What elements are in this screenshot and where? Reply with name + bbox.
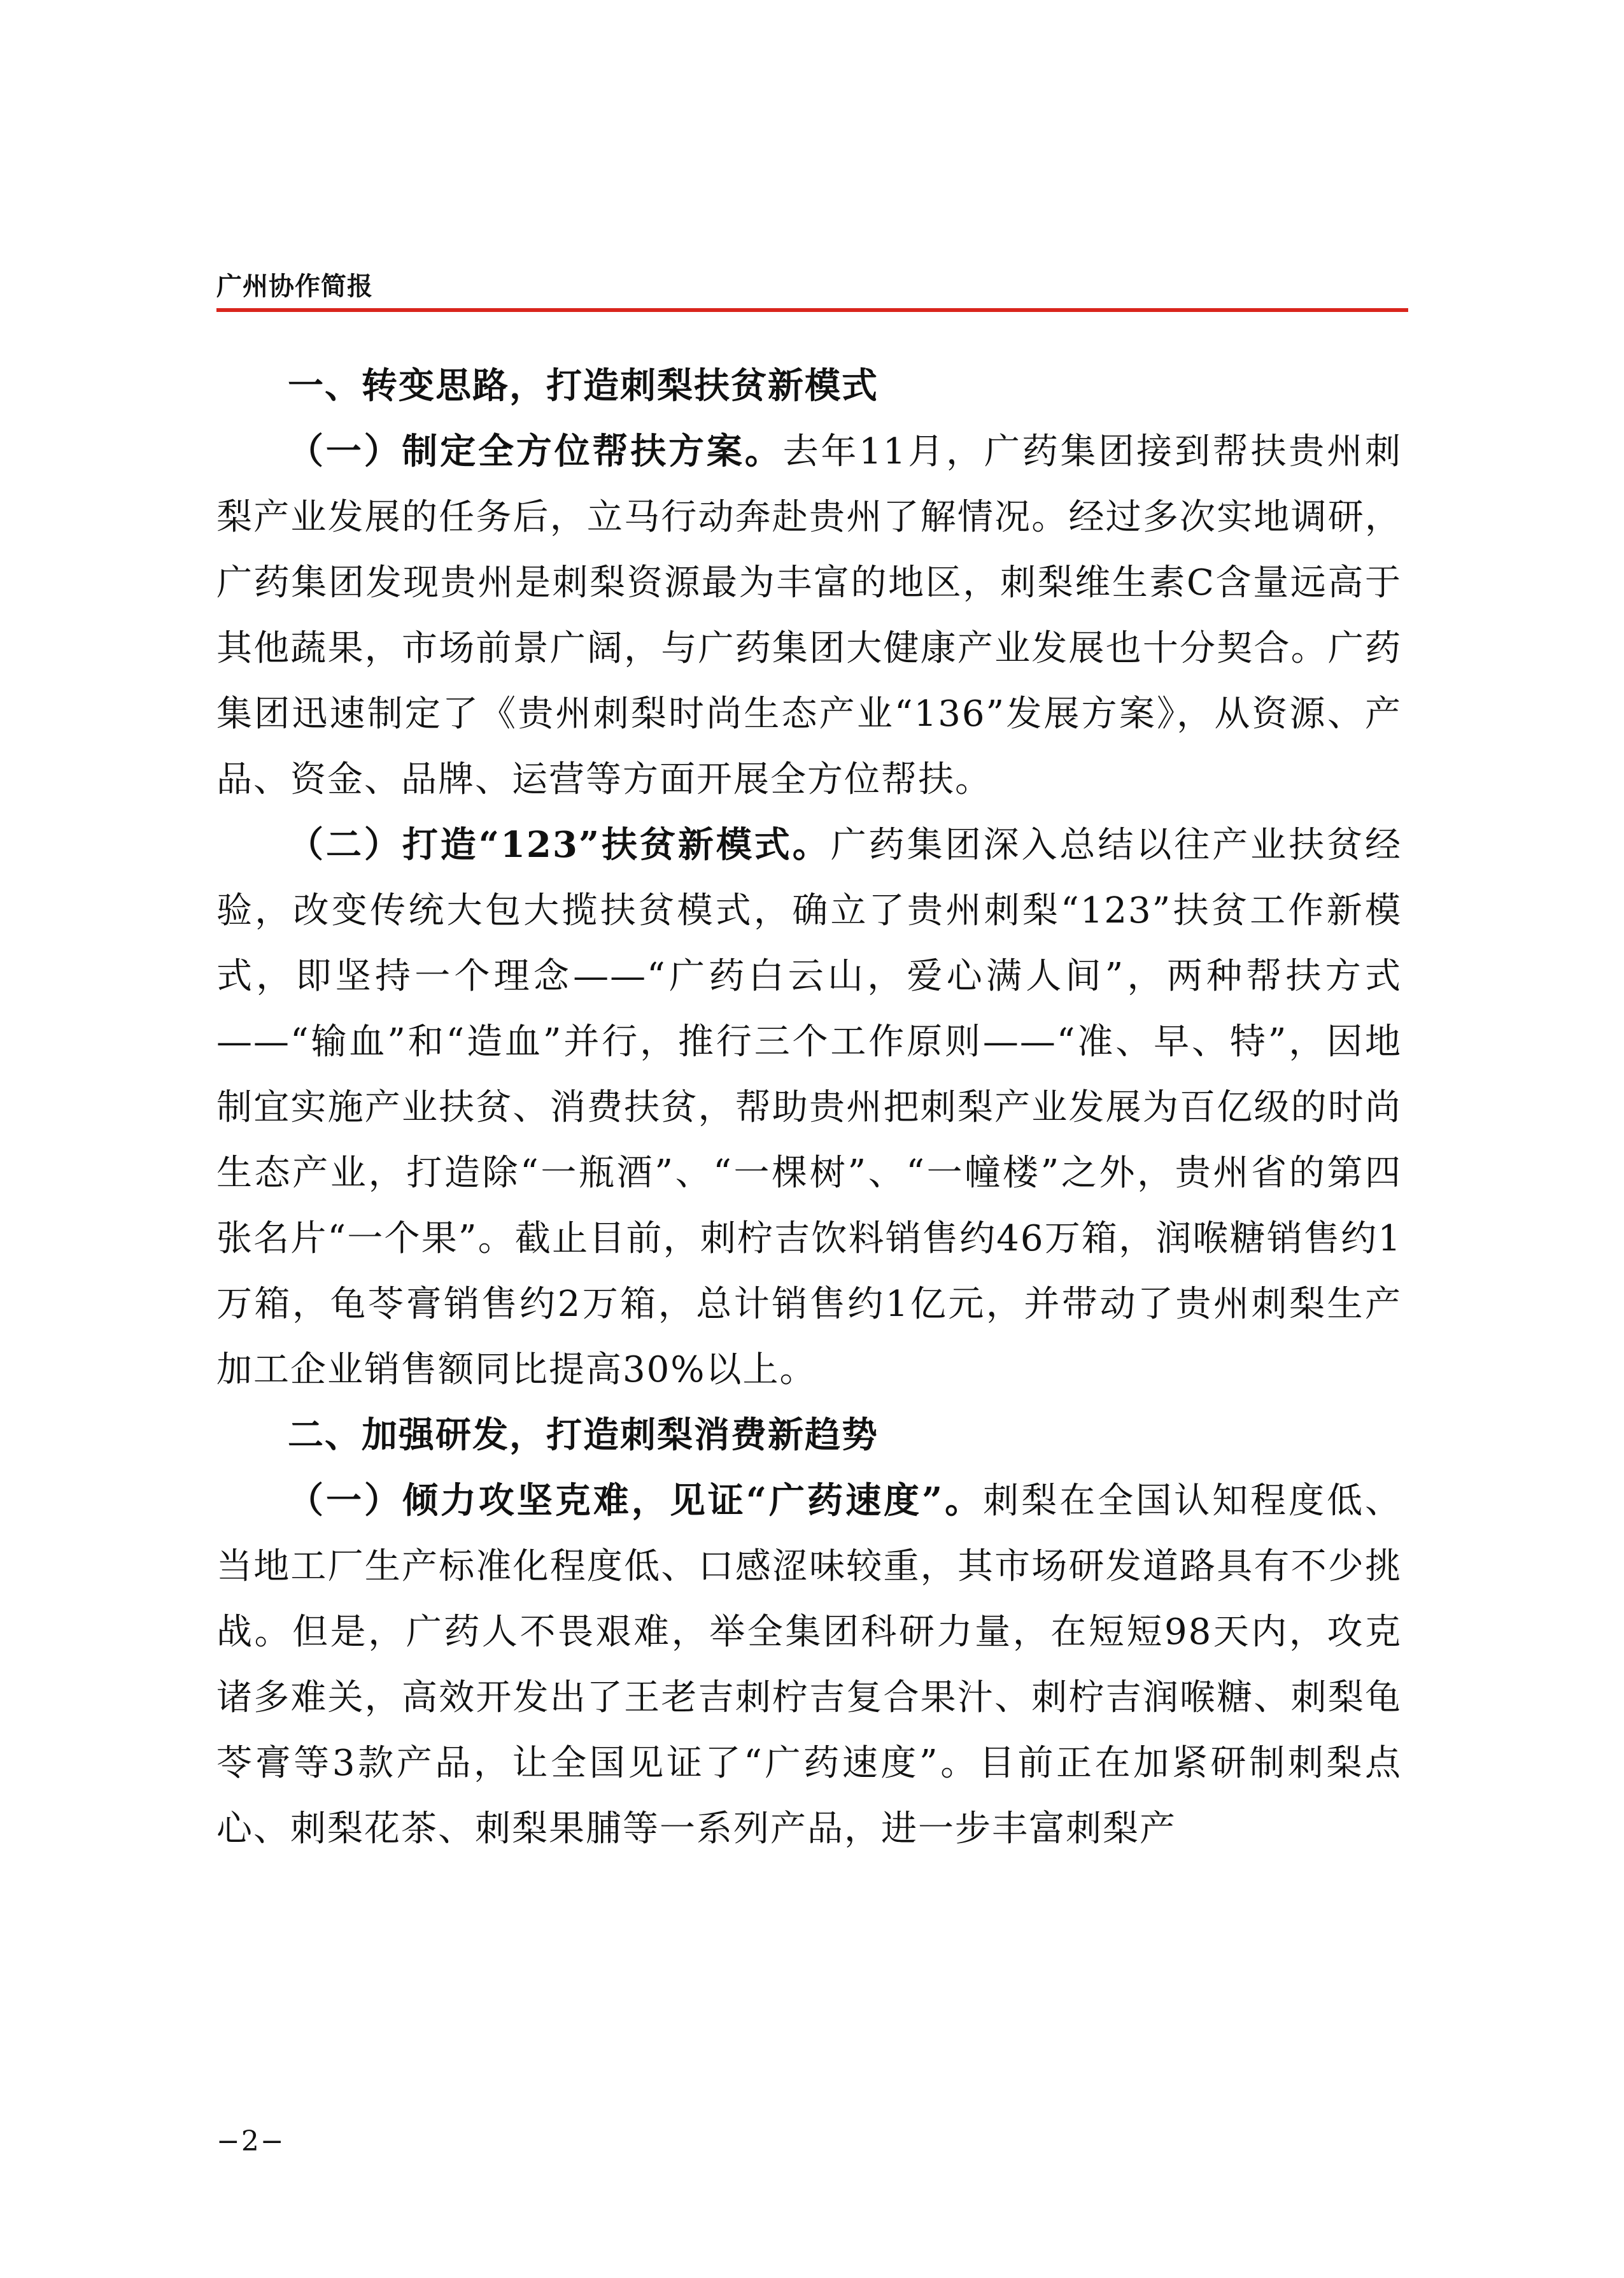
paragraph-1-2 xyxy=(216,812,1402,1403)
paragraph-lead: （一）倾力攻坚克难，见证“广药速度”。 xyxy=(288,1480,984,1522)
header-title: 广州协作简报 xyxy=(216,272,373,301)
paragraph-text: 去年11月，广药集团接到帮扶贵州刺梨产业发展的任务后，立马行动奔赴贵州了解情况。经过多次实地调研，广药集团发现贵州是刺梨资源最为丰富的地区，刺梨维生素C含量远高于其他蔬果，市场前景广阔，与广药集团大健康产业发展也十分契合。广药集团迅速制定了《贵州刺梨时尚生态产业“136”发展方案》，从资源、产品、资金、品牌、运营等方面开展全方位帮扶。 xyxy=(216,431,1402,800)
page-number: −2− xyxy=(216,2125,285,2158)
section-heading-2: 二、加强研发，打造刺梨消费新趋势 xyxy=(288,1415,879,1456)
paragraph-lead: （二）打造“123”扶贫新模式。 xyxy=(288,824,831,866)
paragraph-1-1 xyxy=(216,419,1402,812)
paragraph-text: 广药集团深入总结以往产业扶贫经验，改变传统大包大揽扶贫模式，确立了贵州刺梨“123”扶贫工作新模式，即坚持一个理念——“广药白云山，爱心满人间”，两种帮扶方式——“输血”和“造血”并行，推行三个工作原则——“准、早、特”，因地制宜实施产业扶贫、消费扶贫，帮助贵州把刺梨产业发展为百亿级的时尚生态产业，打造除“一瓶酒”、“一棵树”、“一幢楼”之外，贵州省的第四张名片“一个果”。截止目前，刺柠吉饮料销售约46万箱，润喉糖销售约1万箱，龟苓膏销售约2万箱，总计销售约1亿元，并带动了贵州刺梨生产加工企业销售额同比提高30%以上。 xyxy=(216,824,1402,1390)
paragraph-2-1 xyxy=(216,1468,1402,1862)
header-divider xyxy=(216,308,1408,312)
paragraph-text: 刺梨在全国认知程度低、当地工厂生产标准化程度低、口感涩味较重，其市场研发道路具有不少挑战。但是，广药人不畏艰难，举全集团科研力量，在短短98天内，攻克诸多难关，高效开发出了王老吉刺柠吉复合果汁、刺柠吉润喉糖、刺梨龟苓膏等3款产品，让全国见证了“广药速度”。目前正在加紧研制刺梨点心、刺梨花茶、刺梨果脯等一系列产品，进一步丰富刺梨产 xyxy=(216,1480,1402,1850)
section-heading-1: 一、转变思路，打造刺梨扶贫新模式 xyxy=(288,365,879,407)
paragraph-lead: （一）制定全方位帮扶方案。 xyxy=(288,430,783,472)
document-body xyxy=(216,353,1402,1862)
